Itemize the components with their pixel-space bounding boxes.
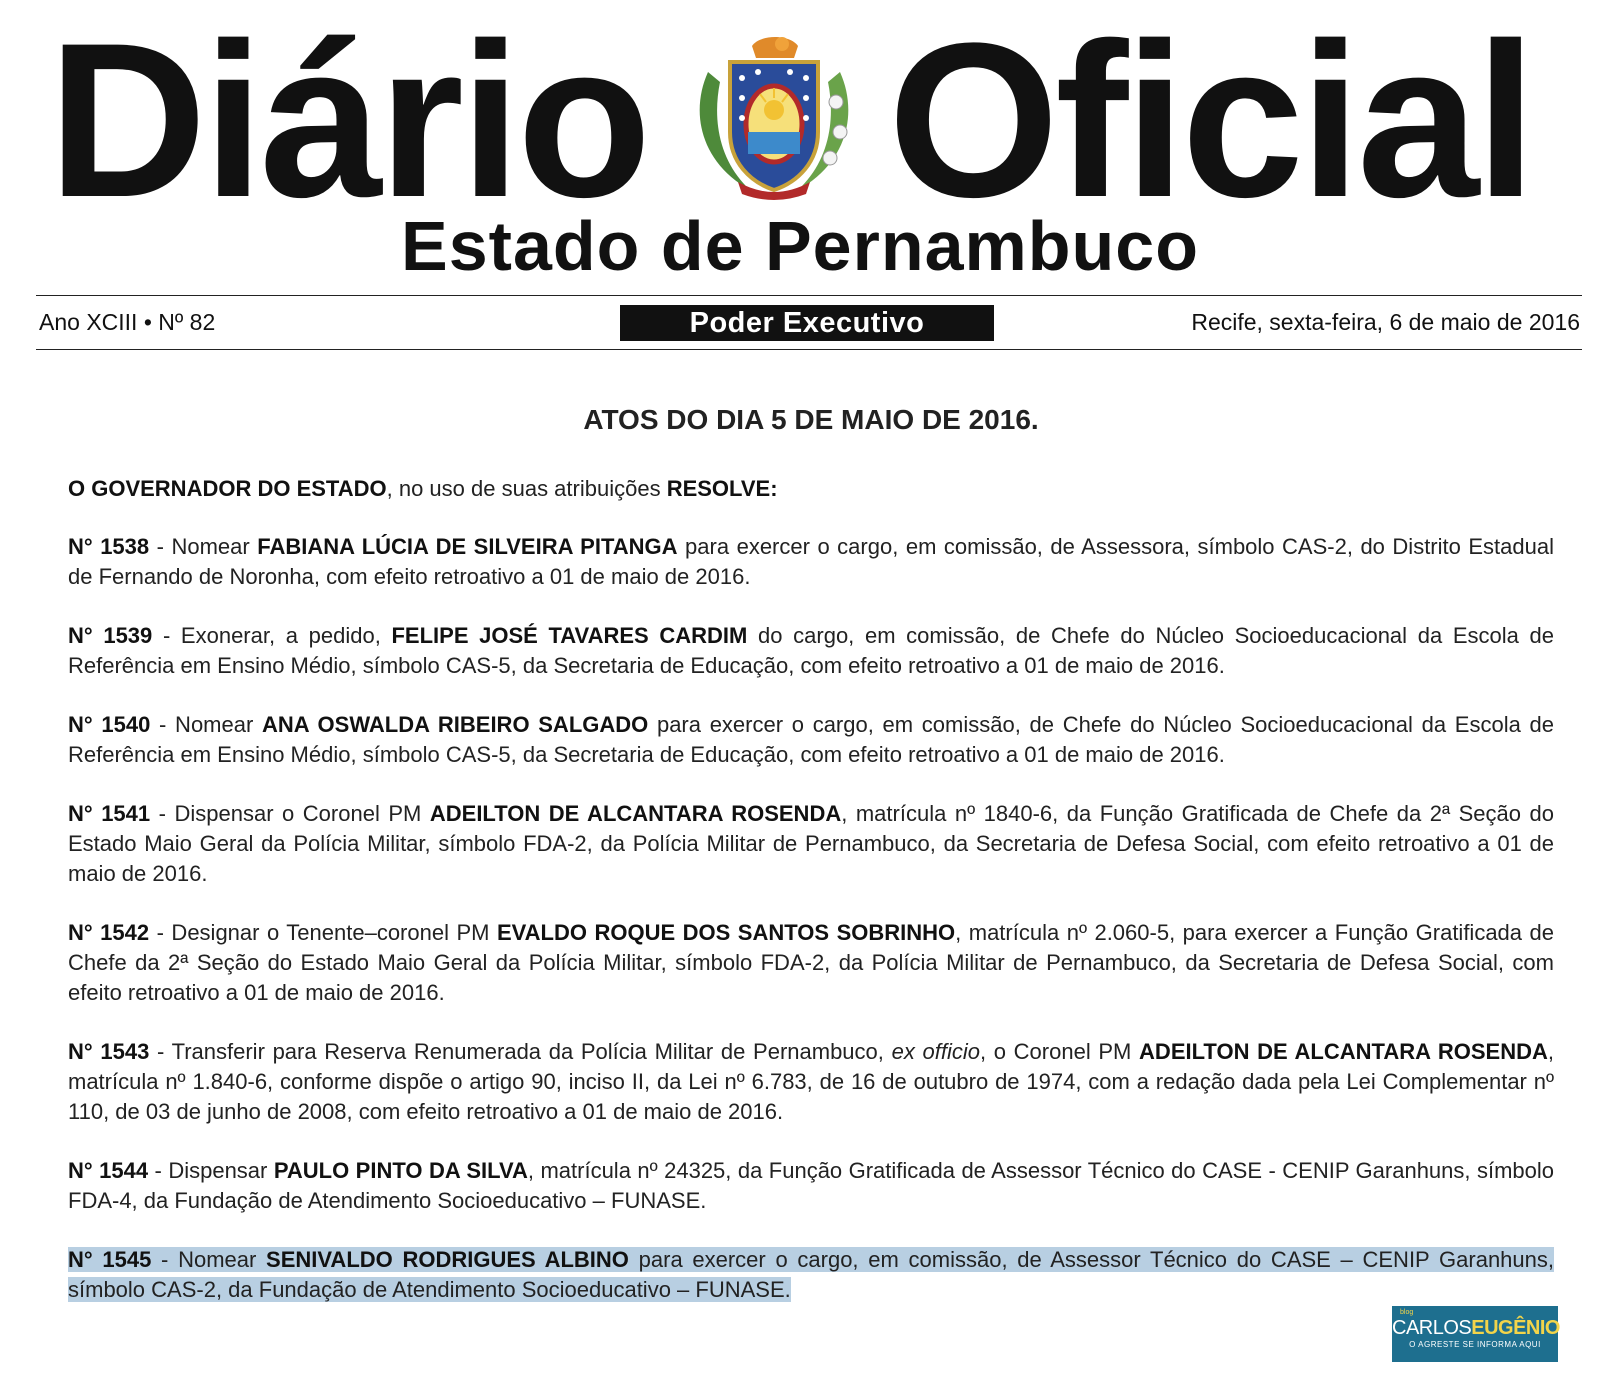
act-italic: ex officio [891,1039,980,1064]
act-name: FABIANA LÚCIA DE SILVEIRA PITANGA [257,534,678,559]
act-number: N° 1545 [68,1247,152,1272]
act-1539 [68,621,1554,681]
acts-heading: ATOS DO DIA 5 DE MAIO DE 2016. [583,404,1039,435]
act-name: FELIPE JOSÉ TAVARES CARDIM [391,623,748,648]
masthead-title-diario: Diário [48,0,648,243]
pernambuco-coat-of-arms-icon [690,32,858,200]
act-number: N° 1542 [68,920,150,945]
act-text: - Nomear [151,1247,267,1272]
act-text: para exercer o cargo, em comissão, de Chefe do Núcleo Socioeducacional da Escola de Referência em Ensino Médio, símbolo CAS-5, da Secretaria de Educação, com efeito retroativo a 01 de maio de 2016. [68,712,1554,767]
act-1540 [68,710,1554,770]
intro-middle: , no uso de suas atribuições [386,476,667,501]
masthead-top-rule [36,295,1582,296]
act-text: - Exonerar, a pedido, [152,623,392,648]
issue-number: Ano XCIII • Nº 82 [39,309,216,335]
act-text: para exercer o cargo, em comissão, de Assessora, símbolo CAS-2, do Distrito Estadual de Fernando de Noronha, com efeito retroativo a 01 de maio de 2016. [68,534,1554,589]
act-text: , matrícula nº 1.840-6, conforme dispõe o artigo 90, inciso II, da Lei nº 6.783, de 16 de outubro de 1974, com a redação dada pela Lei Complementar nº 110, de 03 de junho de 2008, com efeito retroativo a 01 de maio de 2016. [68,1039,1554,1124]
act-number: N° 1541 [68,801,151,826]
section-label: Poder Executivo [620,305,994,341]
masthead [0,0,1600,360]
act-number: N° 1544 [68,1158,149,1183]
act-name: SENIVALDO RODRIGUES ALBINO [266,1247,629,1272]
act-text: do cargo, em comissão, de Chefe do Núcleo Socioeducacional da Escola de Referência em Ensino Médio, símbolo CAS-5, da Secretaria de Educação, com efeito retroativo a 01 de maio de 2016. [68,623,1554,678]
act-name: ADEILTON DE ALCANTARA ROSENDA [429,801,842,826]
act-1545 [68,1245,1554,1305]
dateline: Recife, sexta-feira, 6 de maio de 2016 [1191,309,1580,335]
watermark-name-last: EUGÊNIO [1471,1317,1560,1339]
act-1542 [68,918,1554,1008]
act-text: - Nomear [149,534,258,559]
masthead-bottom-rule [36,349,1582,350]
text-selection-highlight [68,1247,1554,1302]
act-number: N° 1538 [68,534,150,559]
act-text: , matrícula nº 1840-6, da Função Gratificada de Chefe da 2ª Seção do Estado Maio Geral da Polícia Militar, símbolo FDA-2, da Polícia Militar de Pernambuco, da Secretaria de Defesa Social, com efeito retroativo a 01 de maio de 2016. [68,801,1554,886]
act-1544 [68,1156,1554,1216]
act-text: para exercer o cargo, em comissão, de Assessor Técnico do CASE – CENIP Garanhuns, símbolo CAS-2, da Fundação de Atendimento Socioeducativo – FUNASE. [68,1247,1554,1302]
act-text: , matrícula nº 2.060-5, para exercer a Função Gratificada de Chefe da 2ª Seção do Estado Maio Geral da Polícia Militar, símbolo FDA-2, da Polícia Militar de Pernambuco, da Secretaria de Defesa Social, com efeito retroativo a 01 de maio de 2016. [68,920,1554,1005]
watermark-name-first: CARLOS [1392,1317,1472,1339]
intro-bold-end: RESOLVE: [666,476,778,501]
act-text: - Designar o Tenente–coronel PM [149,920,497,945]
act-text: - Dispensar o Coronel PM [150,801,430,826]
act-name: EVALDO ROQUE DOS SANTOS SOBRINHO [496,920,956,945]
intro-paragraph [68,474,1554,504]
act-name: PAULO PINTO DA SILVA [273,1158,528,1183]
act-text: - Nomear [150,712,263,737]
act-1543 [68,1037,1554,1127]
act-number: N° 1540 [68,712,151,737]
masthead-subtitle: Estado de Pernambuco [401,207,1199,285]
act-number: N° 1543 [68,1039,150,1064]
watermark-tagline: O AGRESTE SE INFORMA AQUI [1409,1340,1541,1349]
blog-watermark-logo [1392,1306,1558,1362]
act-text: - Dispensar [148,1158,274,1183]
act-text: , o Coronel PM [979,1039,1140,1064]
masthead-title-oficial: Oficial [888,0,1533,243]
act-text: , matrícula nº 24325, da Função Gratificada de Assessor Técnico do CASE - CENIP Garanhuns, símbolo FDA-4, da Fundação de Atendimento Socioeducativo – FUNASE. [68,1158,1554,1213]
intro-bold-start: O GOVERNADOR DO ESTADO [68,476,387,501]
document-body [68,400,1554,1334]
watermark-top-label: blog [1400,1309,1414,1316]
act-name: ANA OSWALDA RIBEIRO SALGADO [262,712,649,737]
act-1541 [68,799,1554,889]
act-number: N° 1539 [68,623,153,648]
act-name: ADEILTON DE ALCANTARA ROSENDA [1139,1039,1548,1064]
watermark-name [1392,1306,1558,1340]
act-text: - Transferir para Reserva Renumerada da Polícia Militar de Pernambuco, [149,1039,892,1064]
act-1538 [68,532,1554,592]
